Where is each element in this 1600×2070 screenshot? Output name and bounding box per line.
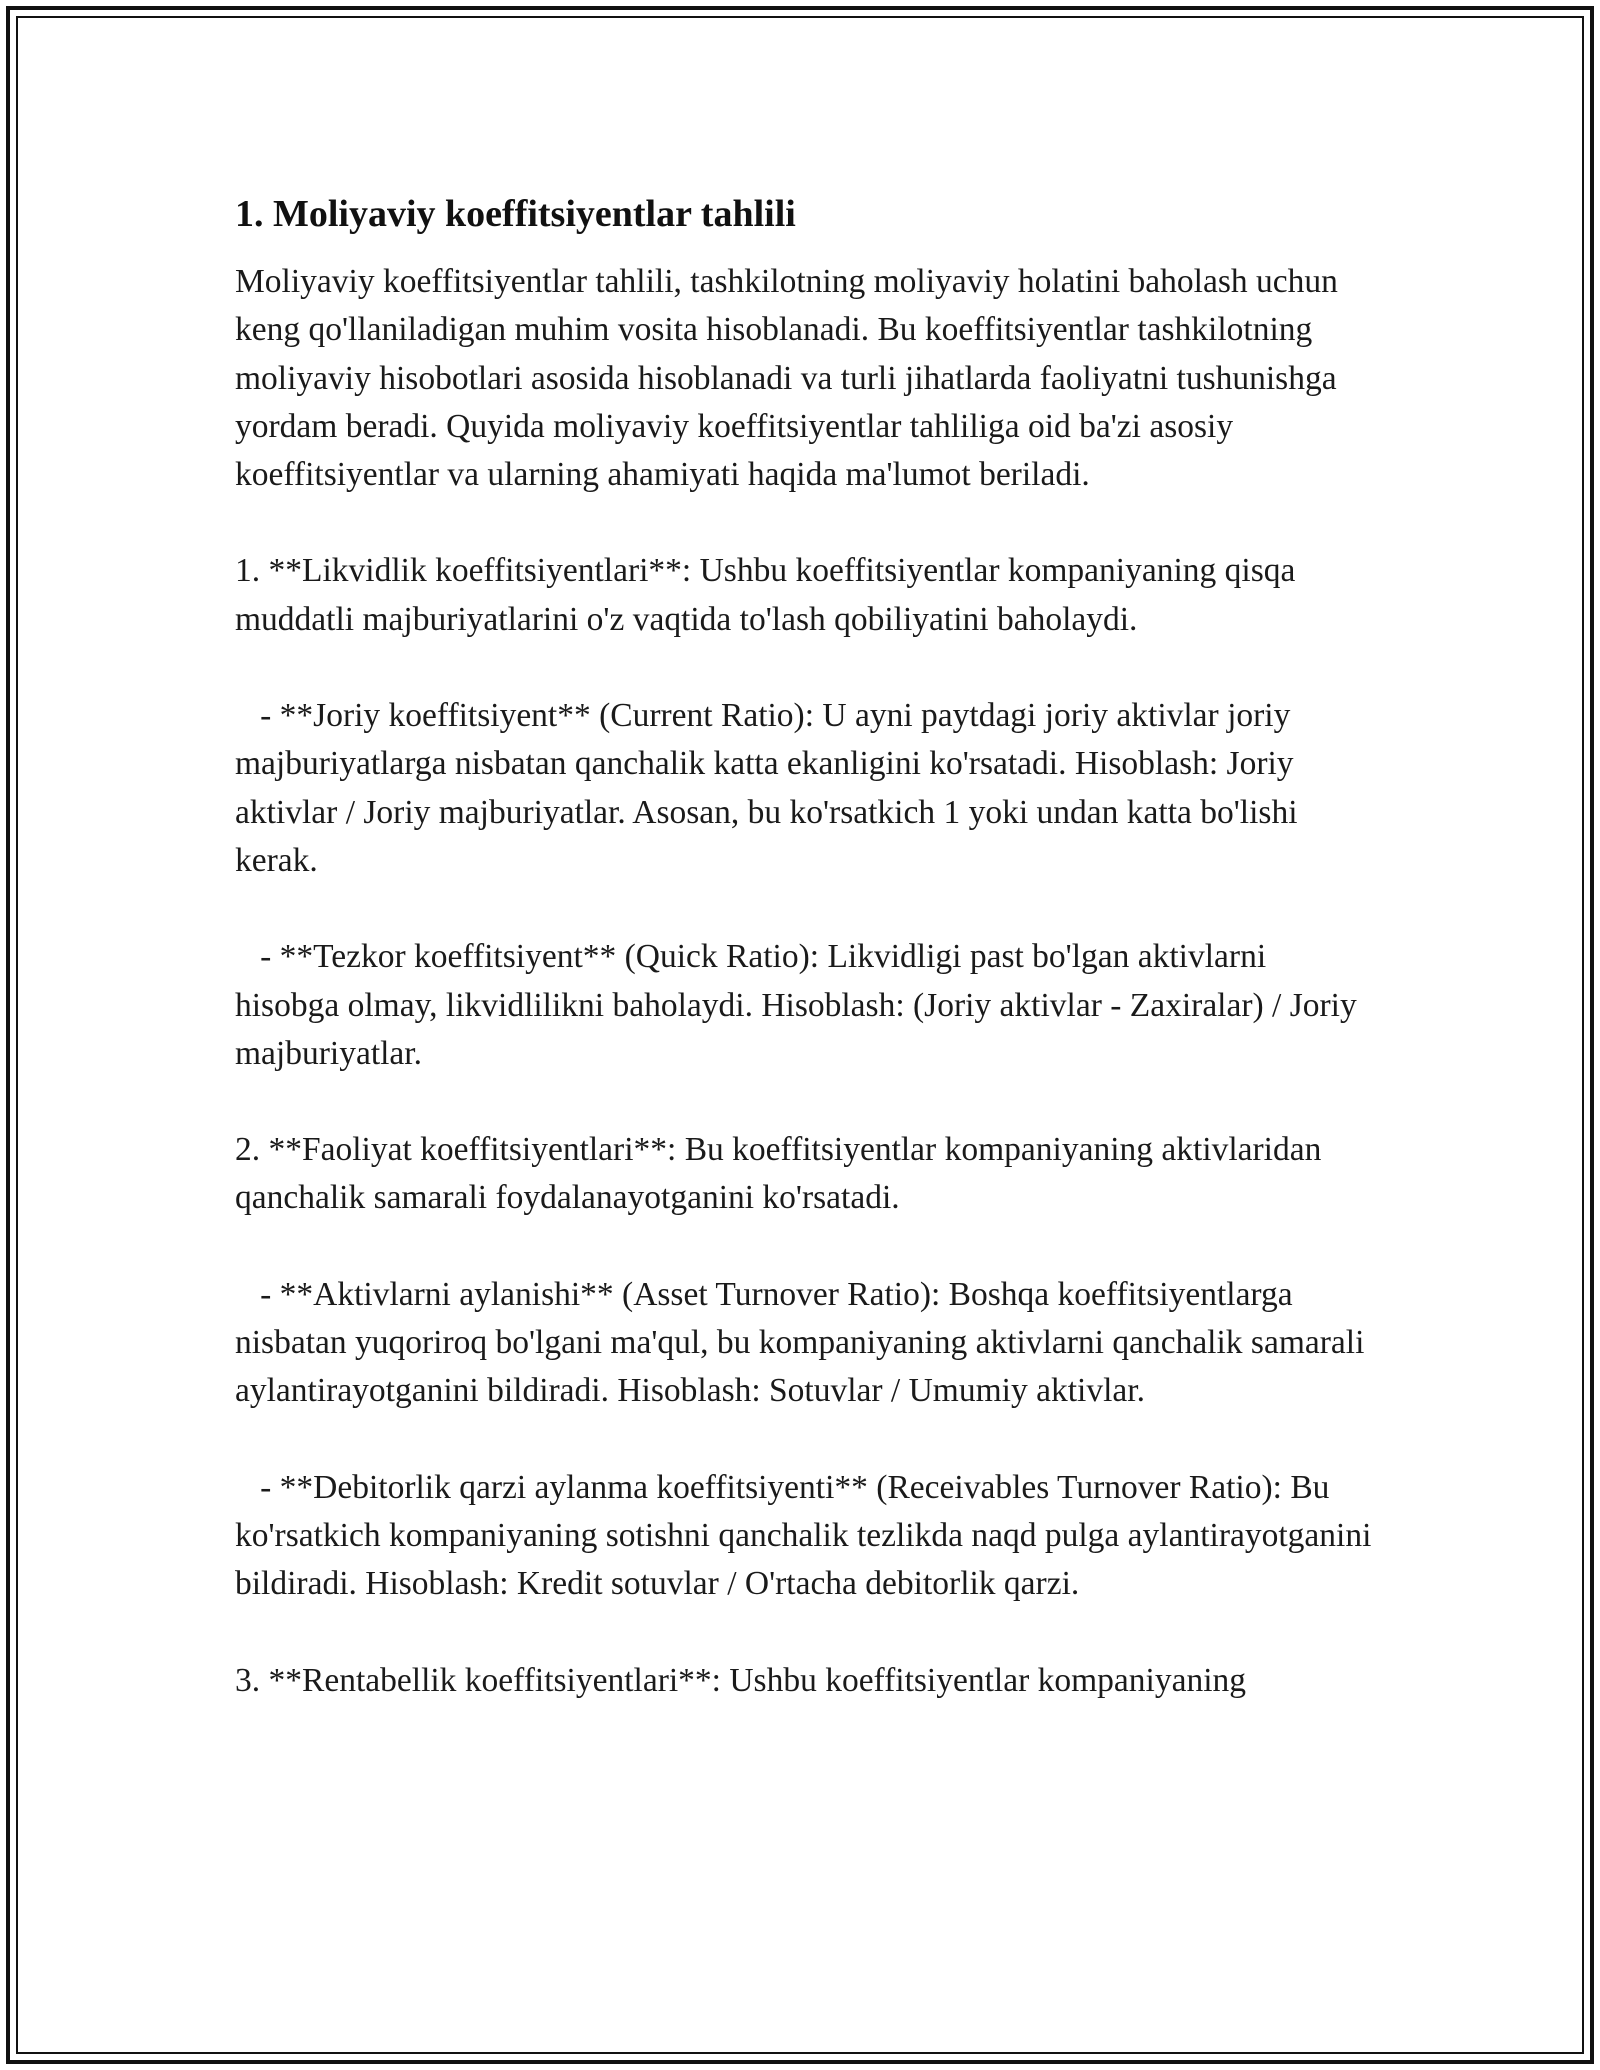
document-title: 1. Moliyaviy koeffitsiyentlar tahlili <box>235 193 796 235</box>
paragraph-asset-turnover: - **Aktivlarni aylanishi** (Asset Turnover Ratio): Boshqa koeffitsiyentlarga nisbatan yuqoriroq bo'lgani ma'qul, bu kompaniyaning aktivlarni qanchalik samarali aylantirayotganini bildiradi. Hisoblash: Sotuvlar / Umumiy aktivlar. <box>235 1275 1373 1410</box>
paragraph-receivables-turnover: - **Debitorlik qarzi aylanma koeffitsiyenti** (Receivables Turnover Ratio): Bu ko'rsatkich kompaniyaning sotishni qanchalik tezlikda naqd pulga aylantirayotganini bildiradi. Hisoblash: Kredit sotuvlar / O'rtacha debitorlik qarzi. <box>235 1468 1380 1603</box>
paragraph-liquidity-ratios: 1. **Likvidlik koeffitsiyentlari**: Ushbu koeffitsiyentlar kompaniyaning qisqa muddatli majburiyatlarini o'z vaqtida to'lash qobiliyatini baholaydi. <box>235 552 1304 638</box>
paragraph-profitability-ratios: 3. **Rentabellik koeffitsiyentlari**: Ushbu koeffitsiyentlar kompaniyaning <box>235 1661 1247 1699</box>
paragraph-current-ratio: - **Joriy koeffitsiyent** (Current Ratio): U ayni paytdagi joriy aktivlar joriy majburiyatlarga nisbatan qanchalik katta ekanligini ko'rsatadi. Hisoblash: Joriy aktivlar / Joriy majburiyatlar. Asosan, bu ko'rsatkich 1 yoki undan katta bo'lishi kerak. <box>235 697 1306 879</box>
paragraph-activity-ratios: 2. **Faoliyat koeffitsiyentlari**: Bu koeffitsiyentlar kompaniyaning aktivlaridan qanchalik samarali foydalanayotganini ko'rsatadi. <box>235 1131 1330 1217</box>
paragraph-intro: Moliyaviy koeffitsiyentlar tahlili, tashkilotning moliyaviy holatini baholash uchun keng qo'llaniladigan muhim vosita hisoblanadi. Bu koeffitsiyentlar tashkilotning moliyaviy hisobotlari asosida hisoblanadi va turli jihatlarda faoliyatni tushunishga yordam beradi. Quyida moliyaviy koeffitsiyentlar tahliliga oid ba'zi asosiy koeffitsiyentlar va ularning ahamiyati haqida ma'lumot beriladi. <box>235 263 1347 494</box>
paragraph-quick-ratio: - **Tezkor koeffitsiyent** (Quick Ratio): Likvidligi past bo'lgan aktivlarni hisobga olmay, likvidlilikni baholaydi. Hisoblash: (Joriy aktivlar - Zaxiralar) / Joriy majburiyatlar. <box>235 938 1366 1072</box>
document-body <box>235 182 1380 1705</box>
